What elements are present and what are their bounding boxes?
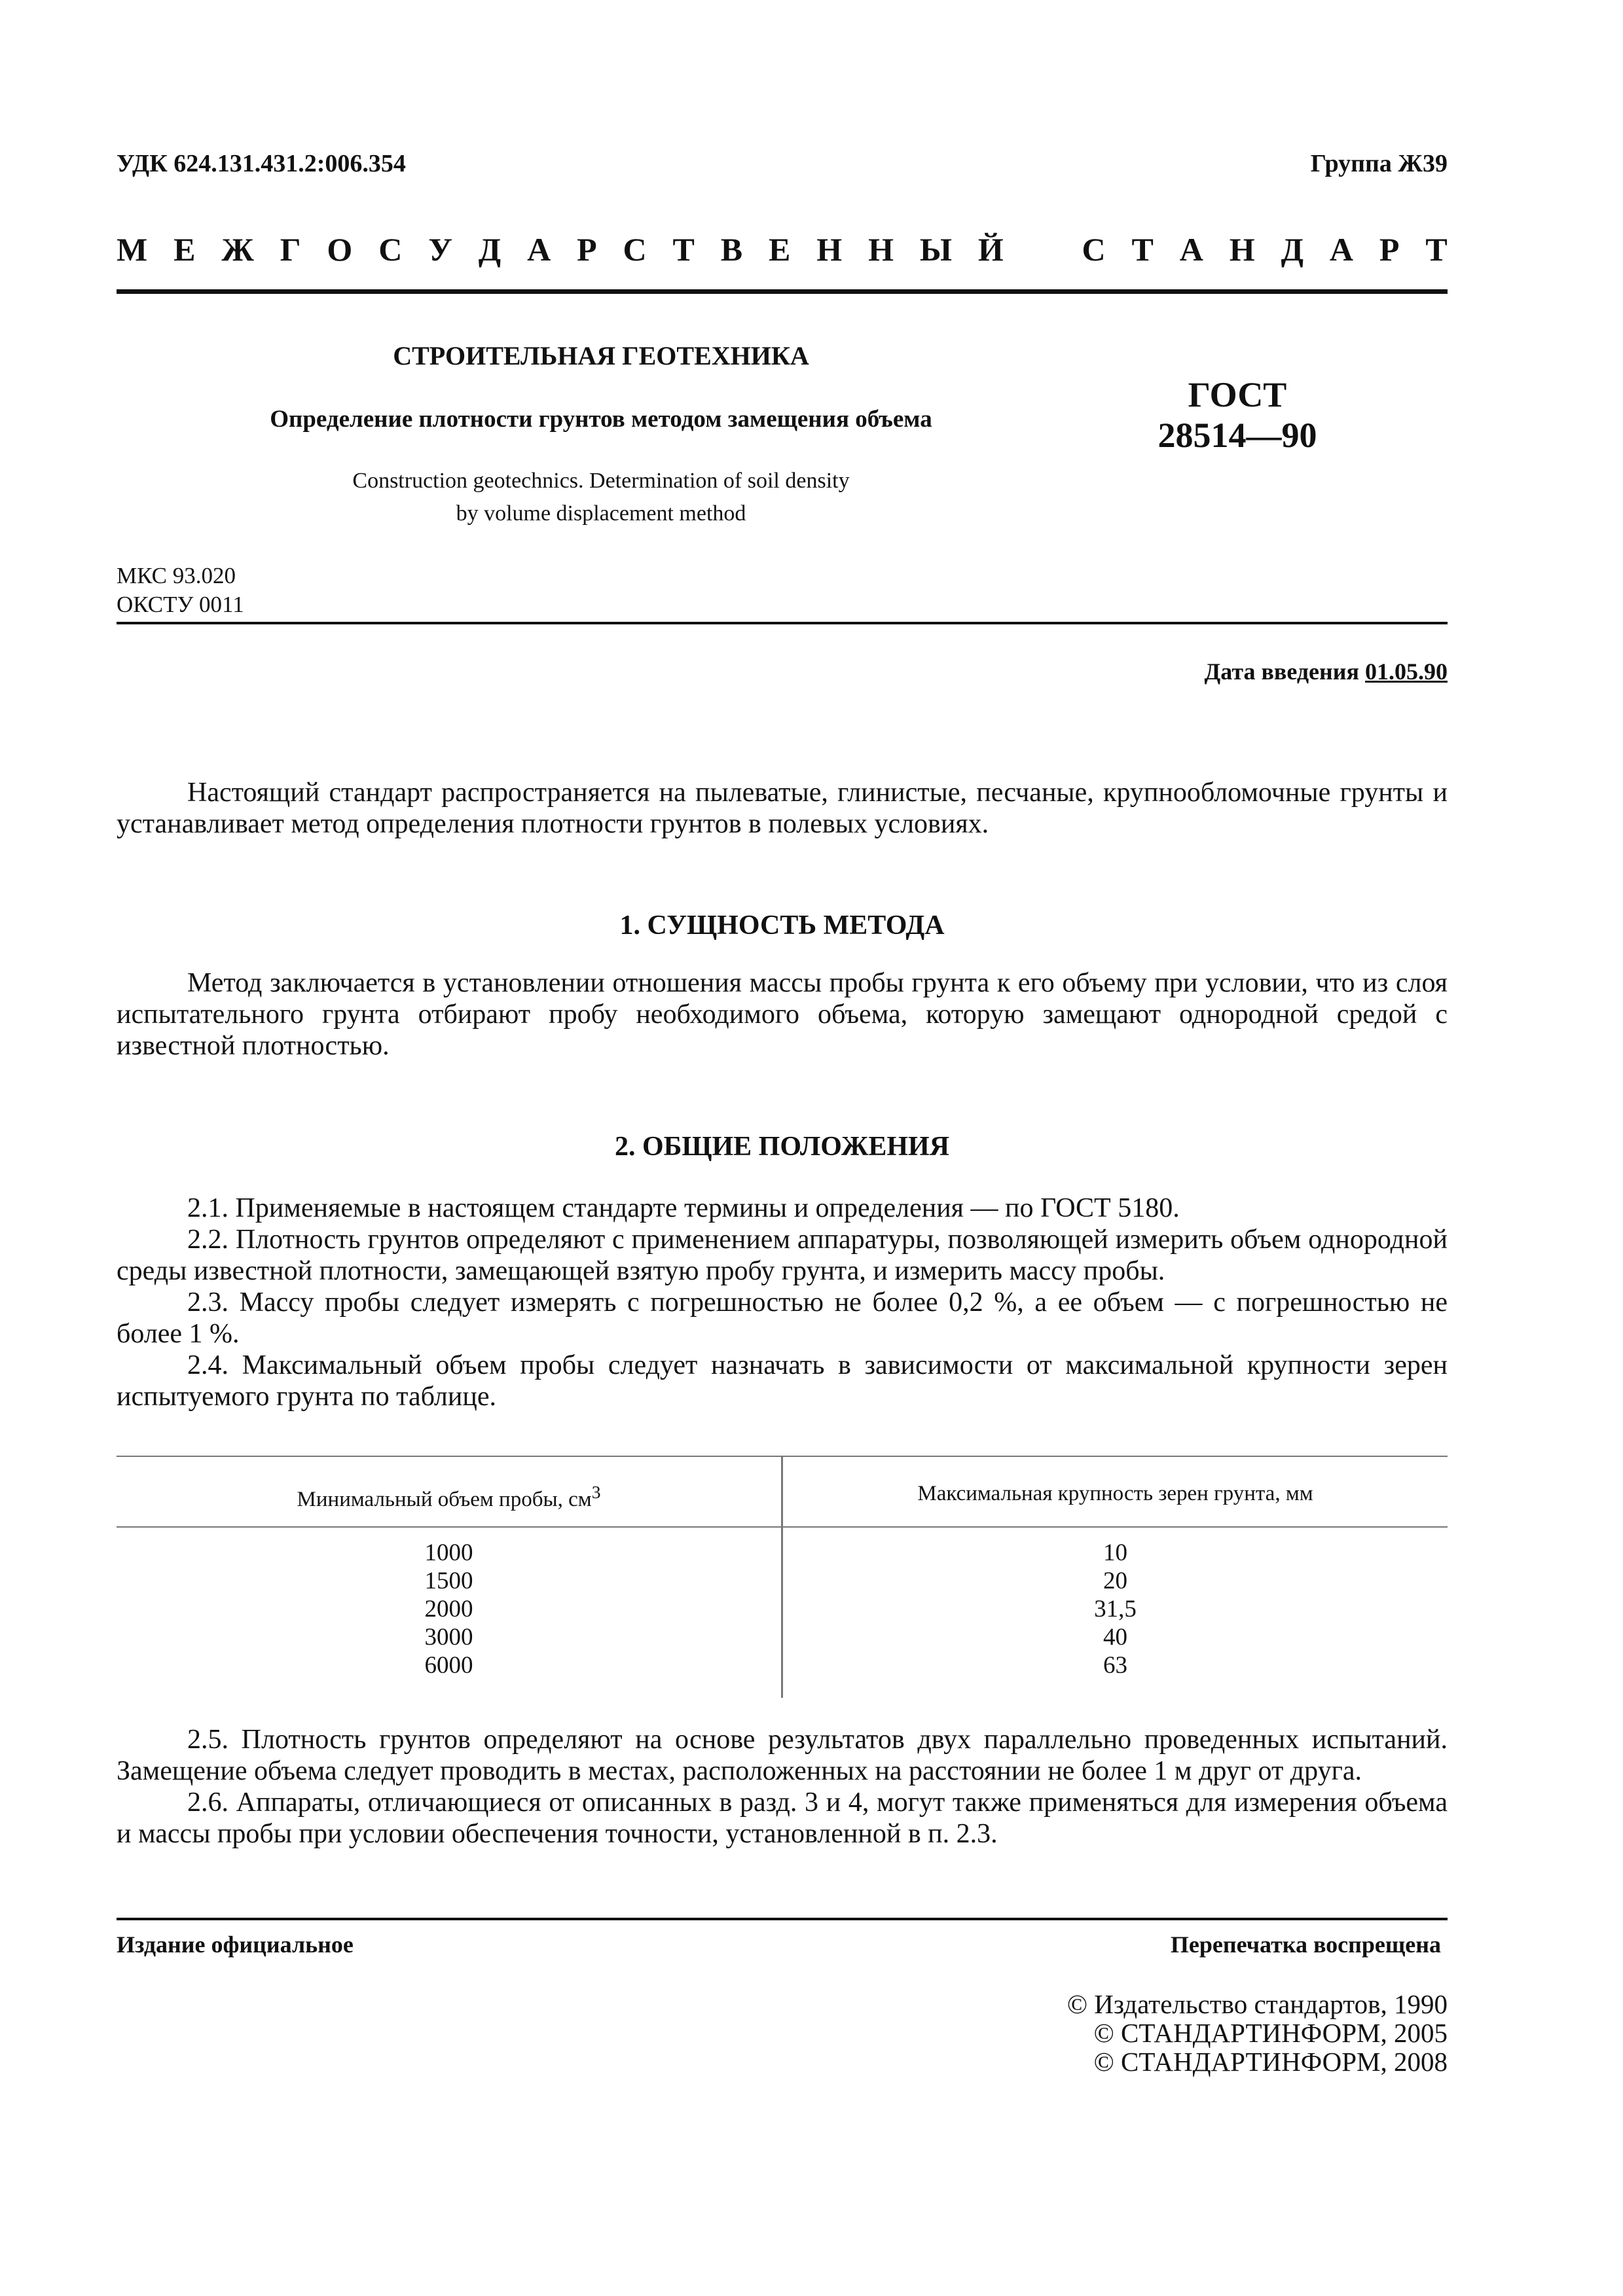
spaced-title-letter: Р xyxy=(577,231,597,268)
spaced-title-letter: Н xyxy=(868,231,894,268)
spaced-title-letter: Е xyxy=(769,231,791,268)
copyright-line: © Издательство стандартов, 1990 xyxy=(1067,1989,1448,2019)
gost-code: 28514—90 xyxy=(1158,416,1317,455)
spaced-title-letter: Ж xyxy=(221,231,254,268)
spaced-title-letter: Г xyxy=(280,231,301,268)
intro-paragraph xyxy=(117,777,1448,840)
copyright-line: © СТАНДАРТИНФОРМ, 2005 xyxy=(1093,2018,1448,2048)
spaced-title-letter: Т xyxy=(1425,231,1448,268)
section2-heading: 2. ОБЩИЕ ПОЛОЖЕНИЯ xyxy=(614,1132,950,1162)
sample-volume-table xyxy=(117,1456,1448,1704)
document-subtitle: Определение плотности грунтов методом замещения объема xyxy=(270,406,932,433)
table-cell: 40 xyxy=(1103,1624,1127,1651)
copyright-block xyxy=(1067,1990,1448,2076)
spaced-title-letter: С xyxy=(378,231,403,268)
section2-body-cont xyxy=(117,1724,1448,1850)
title-block xyxy=(117,340,1085,530)
table-column-max-grain xyxy=(783,1539,1448,1679)
spaced-title-letter: Й xyxy=(977,231,1004,268)
spaced-title-letter: О xyxy=(327,231,353,268)
official-edition: Издание официальное xyxy=(117,1931,354,1958)
table-header-max-grain: Максимальная крупность зерен грунта, мм xyxy=(917,1482,1313,1505)
spaced-title-letter: Т xyxy=(672,231,695,268)
date-label: Дата введения xyxy=(1204,658,1365,685)
okstu-code: ОКСТУ 0011 xyxy=(117,592,244,617)
gost-number xyxy=(1126,374,1349,456)
spaced-title-letter: Р xyxy=(1379,231,1400,268)
footer-rule xyxy=(117,1918,1448,1920)
table-cell: 3000 xyxy=(424,1624,473,1651)
spaced-title-letter: А xyxy=(1329,231,1353,268)
reprint-prohibited: Перепечатка воспрещена xyxy=(1170,1931,1441,1958)
spaced-title-letter: М xyxy=(117,231,148,268)
intro-text: Настоящий стандарт распространяется на пылеватые, глинистые, песчаные, крупнообломочные грунты и устанавливает метод определения плотности грунтов в полевых условиях. xyxy=(117,778,1448,839)
english-title xyxy=(117,465,1085,530)
copyright-line: © СТАНДАРТИНФОРМ, 2008 xyxy=(1093,2047,1448,2077)
table-cell: 10 xyxy=(1103,1539,1127,1566)
udk-code: УДК 624.131.431.2:006.354 xyxy=(117,150,406,177)
english-title-line: Construction geotechnics. Determination of soil density xyxy=(352,469,850,493)
table-cell: 1000 xyxy=(424,1539,473,1566)
mks-code: МКС 93.020 xyxy=(117,563,236,588)
table-cell: 31,5 xyxy=(1094,1596,1137,1623)
clause-2-4: 2.4. Максимальный объем пробы следует назначать в зависимости от максимальной крупности зерен испытуемого грунта по таблице. xyxy=(117,1350,1448,1412)
spaced-title-letter: В xyxy=(720,231,743,268)
table-header-rule xyxy=(117,1526,1448,1528)
table-cell: 2000 xyxy=(424,1596,473,1623)
table-column-min-volume xyxy=(117,1539,781,1679)
spaced-title-letter: Д xyxy=(478,231,501,268)
introduction-date xyxy=(1205,658,1448,685)
table-header-min-volume xyxy=(117,1482,781,1512)
spaced-title-letter: Д xyxy=(1281,231,1304,268)
date-value: 01.05.90 xyxy=(1365,658,1448,685)
spaced-title-letter: У xyxy=(428,231,452,268)
spaced-title-letter: А xyxy=(1179,231,1203,268)
document-title: СТРОИТЕЛЬНАЯ ГЕОТЕХНИКА xyxy=(393,341,809,370)
gost-label: ГОСТ xyxy=(1188,375,1287,414)
spaced-title-letter: Н xyxy=(816,231,843,268)
table-cell: 6000 xyxy=(424,1652,473,1679)
title-rule xyxy=(117,622,1448,624)
spaced-title-letter: Т xyxy=(1131,231,1154,268)
section1-body xyxy=(117,967,1448,1062)
spaced-title xyxy=(117,230,1448,268)
table-header-unit-sup: 3 xyxy=(591,1482,601,1502)
section1-heading: 1. СУЩНОСТЬ МЕТОДА xyxy=(619,910,945,941)
table-cell: 63 xyxy=(1103,1652,1127,1679)
clause-2-6: 2.6. Аппараты, отличающиеся от описанных в разд. 3 и 4, могут также применяться для измерения объема и массы пробы при условии обеспечения точности, установленной в п. 2.3. xyxy=(117,1787,1448,1849)
table-cell: 20 xyxy=(1103,1568,1127,1594)
spaced-title-letter: Н xyxy=(1229,231,1255,268)
section1-text: Метод заключается в установлении отношения массы пробы грунта к его объему при условии, что из слоя испытательного грунта отбирают пробу необходимого объема, которую замещают однородной средой с известной плотностью. xyxy=(117,968,1448,1061)
spaced-title-gap xyxy=(1030,230,1056,268)
english-title-line: by volume displacement method xyxy=(456,501,746,526)
clause-2-2: 2.2. Плотность грунтов определяют с применением аппаратуры, позволяющей измерить объем однородной среды известной плотности, замещающей взятую пробу грунта, и измерить массу пробы. xyxy=(117,1225,1448,1286)
group-code: Группа Ж39 xyxy=(1310,150,1448,177)
classification-codes xyxy=(117,562,244,619)
spaced-title-letter: А xyxy=(527,231,551,268)
spaced-title-letter: С xyxy=(1082,231,1106,268)
spaced-title-letter: С xyxy=(623,231,647,268)
table-header-min-volume-text: Минимальный объем пробы, см xyxy=(297,1488,592,1511)
header-rule-thick xyxy=(117,289,1448,294)
table-cell: 1500 xyxy=(424,1568,473,1594)
clause-2-5: 2.5. Плотность грунтов определяют на основе результатов двух параллельно проведенных испытаний. Замещение объема следует проводить в местах, расположенных на расстоянии не более 1 м друг от друга. xyxy=(117,1725,1448,1786)
spaced-title-letter: Ы xyxy=(919,231,952,268)
section2-body xyxy=(117,1193,1448,1412)
clause-2-3: 2.3. Массу пробы следует измерять с погрешностью не более 0,2 %, а ее объем — с погрешностью не более 1 %. xyxy=(117,1287,1448,1349)
clause-2-1: 2.1. Применяемые в настоящем стандарте термины и определения — по ГОСТ 5180. xyxy=(187,1193,1180,1223)
spaced-title-letter: Е xyxy=(173,231,196,268)
